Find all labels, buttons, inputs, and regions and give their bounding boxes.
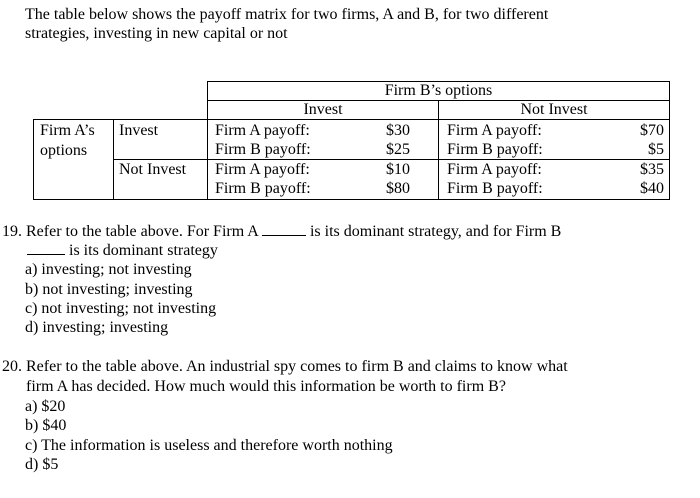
payoff-value: $25 (386, 141, 410, 158)
question-19-stem-line-2 (27, 240, 218, 260)
option-20c: c) The information is useless and therefore worth nothing (25, 437, 393, 454)
option-19d: d) investing; investing (25, 319, 169, 336)
table-border-bottom (33, 199, 670, 200)
payoff-label-b: Firm B payoff: (447, 141, 543, 158)
payoff-label-a: Firm A payoff: (447, 122, 542, 139)
table-rule-firm-a (113, 119, 114, 200)
answer-blank (262, 221, 306, 236)
option-20a: a) $20 (25, 398, 66, 415)
payoff-label-b: Firm B payoff: (215, 180, 311, 197)
payoff-value: $35 (640, 161, 664, 178)
question-20-line-2: firm A has decided. How much would this information be worth to firm B? (26, 378, 506, 395)
payoff-label-a: Firm A payoff: (447, 161, 542, 178)
question-20-line-1: 20. Refer to the table above. An industrial spy comes to firm B and claims to know what (2, 358, 568, 375)
payoff-value: $70 (640, 122, 664, 139)
payoff-label-a: Firm A payoff: (215, 161, 310, 178)
option-19a: a) investing; not investing (25, 261, 192, 278)
payoff-value: $40 (640, 180, 664, 197)
row-not-invest: Not Invest (119, 161, 187, 178)
payoff-value: $80 (386, 180, 410, 197)
firm-b-header: Firm B’s options (384, 82, 493, 99)
table-border-left (33, 119, 34, 200)
option-20d: d) $5 (25, 456, 59, 473)
question-19-stem (2, 221, 561, 241)
column-invest: Invest (303, 101, 343, 118)
row-invest: Invest (119, 122, 159, 139)
payoff-value: $5 (648, 141, 664, 158)
option-19b: b) not investing; investing (25, 281, 193, 298)
intro-line-1: The table below shows the payoff matrix for two firms, A and B, for two different (25, 6, 549, 23)
payoff-label-b: Firm B payoff: (215, 141, 311, 158)
payoff-value: $30 (386, 122, 410, 139)
firm-a-label: Firm A’s (40, 122, 95, 139)
payoff-label-b: Firm B payoff: (447, 180, 543, 197)
payoff-label-a: Firm A payoff: (215, 122, 310, 139)
question-19-part-2: is its dominant strategy, and for Firm B (309, 223, 562, 240)
column-not-invest: Not Invest (520, 101, 588, 118)
question-19-part-1: 19. Refer to the table above. For Firm A (2, 223, 258, 240)
intro-line-2: strategies, investing in new capital or not (25, 25, 288, 42)
firm-a-options-label: options (40, 142, 88, 159)
option-20b: b) $40 (25, 417, 67, 434)
question-19-part-3: is its dominant strategy (69, 242, 218, 259)
answer-blank (27, 240, 65, 255)
option-19c: c) not investing; not investing (25, 300, 217, 317)
table-border-right (669, 81, 670, 200)
payoff-value: $10 (386, 161, 410, 178)
